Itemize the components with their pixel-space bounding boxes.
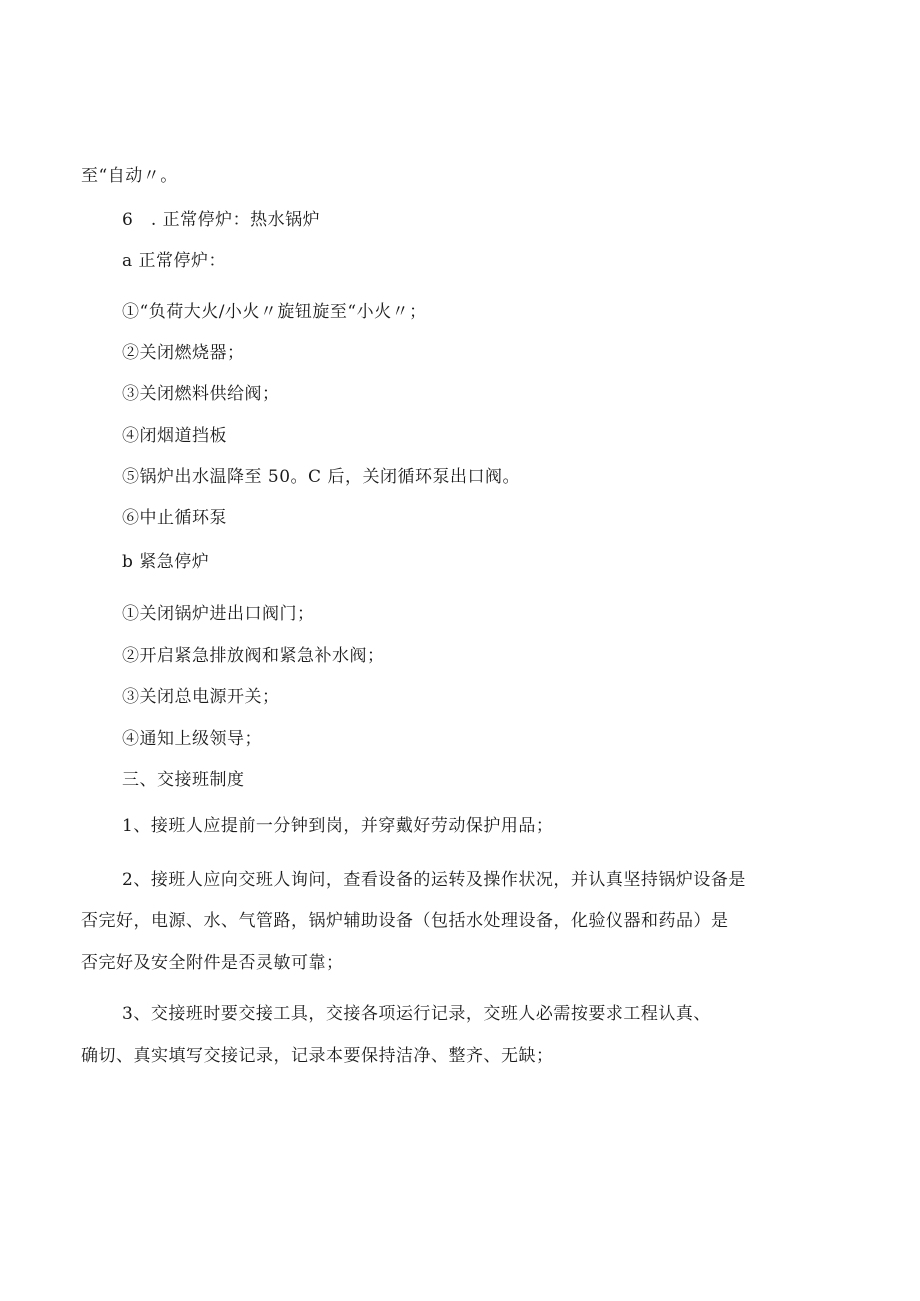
paragraph-line: 2、接班人应向交班人询问，查看设备的运转及操作状况，并认真坚持锅炉设备是	[122, 870, 746, 890]
list-item: ④通知上级领导；	[122, 729, 262, 749]
list-item: ②开启紧急排放阀和紧急补水阀；	[122, 646, 385, 666]
subsection-heading: a 正常停炉：	[122, 251, 227, 271]
list-item: ③关闭燃料供给阀；	[122, 384, 280, 404]
paragraph-line: 1、接班人应提前一分钟到岗，并穿戴好劳动保护用品；	[122, 816, 554, 836]
paragraph-line: 确切、真实填写交接记录，记录本要保持洁净、整齐、无缺；	[81, 1046, 554, 1066]
list-item: ①关闭锅炉进出口阀门；	[122, 604, 315, 624]
list-item: ③关闭总电源开关；	[122, 687, 280, 707]
section-heading: 三、交接班制度	[122, 770, 245, 790]
list-item: ②关闭燃烧器；	[122, 343, 245, 363]
paragraph-line: 3、交接班时要交接工具，交接各项运行记录，交班人必需按要求工程认真、	[122, 1004, 711, 1024]
list-item: ⑤锅炉出水温降至 50。C 后，关闭循环泵出口阀。	[122, 467, 520, 487]
section-heading: 6 . 正常停炉：热水锅炉	[122, 210, 321, 230]
list-item: ④闭烟道挡板	[122, 426, 227, 446]
paragraph-line: 否完好，电源、水、气管路，锅炉辅助设备（包括水处理设备，化验仪器和药品）是	[81, 911, 729, 931]
paragraph-line: 否完好及安全附件是否灵敏可靠；	[81, 953, 344, 973]
subsection-heading: b 紧急停炉	[122, 552, 210, 572]
text-line: 至“自动〃。	[81, 166, 178, 186]
list-item: ①“负荷大火/小火〃旋钮旋至“小火〃；	[122, 302, 427, 322]
list-item: ⑥中止循环泵	[122, 508, 227, 528]
